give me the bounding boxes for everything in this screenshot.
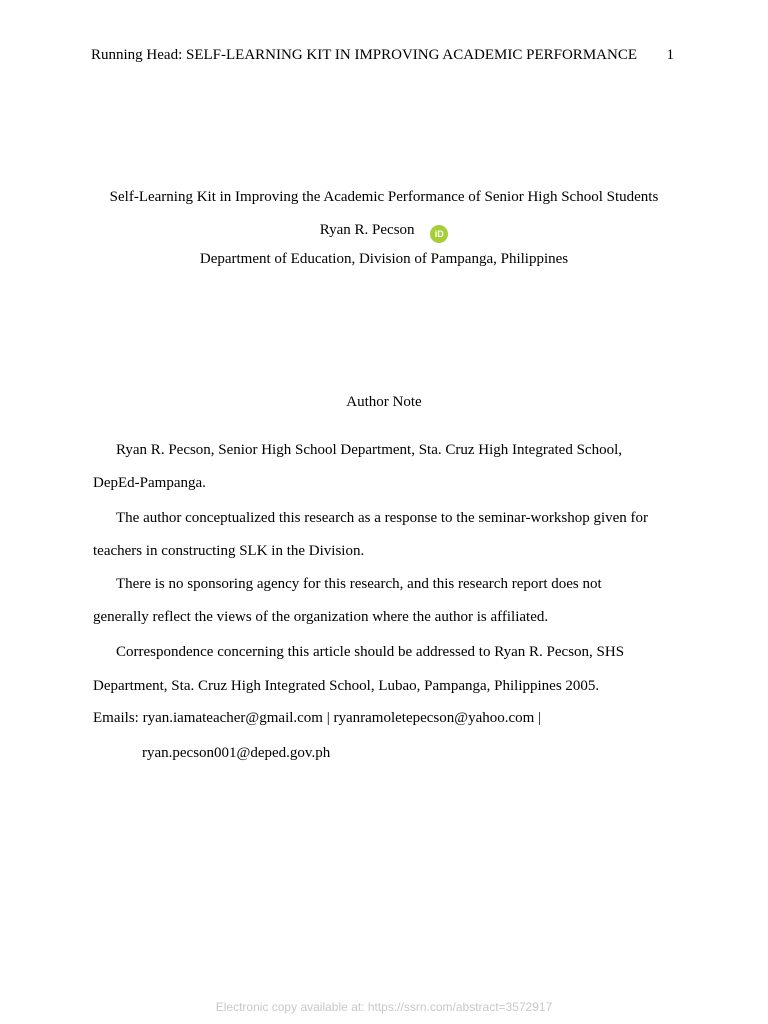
author-note-line: Department, Sta. Cruz High Integrated School, Lubao, Pampanga, Philippines 2005. [93, 678, 600, 694]
author-name: Ryan R. Pecson [319, 222, 415, 238]
author-note-line: teachers in constructing SLK in the Division. [93, 543, 365, 559]
running-head-text: Running Head: SELF-LEARNING KIT IN IMPROVING ACADEMIC PERFORMANCE [91, 47, 637, 63]
author-note-line: DepEd-Pampanga. [93, 475, 206, 491]
author-note-line: Ryan R. Pecson, Senior High School Department, Sta. Cruz High Integrated School, [116, 442, 622, 458]
author-note-heading: Author Note [346, 394, 422, 410]
paper-title: Self-Learning Kit in Improving the Academic Performance of Senior High School Students [109, 189, 659, 205]
running-head [91, 46, 681, 64]
author-note-line: There is no sponsoring agency for this research, and this research report does not [116, 576, 602, 592]
author-note-line: generally reflect the views of the organization where the author is affiliated. [93, 609, 549, 625]
ssrn-footer: Electronic copy available at: https://ssrn.com/abstract=3572917 [215, 1000, 553, 1014]
author-emails-line: ryan.pecson001@deped.gov.ph [142, 745, 331, 761]
author-line [0, 221, 768, 243]
author-note-line: Correspondence concerning this article should be addressed to Ryan R. Pecson, SHS [116, 644, 625, 660]
author-note-line: The author conceptualized this research as a response to the seminar-workshop given for [116, 510, 649, 526]
author-affiliation: Department of Education, Division of Pampanga, Philippines [199, 251, 569, 267]
author-emails-line: Emails: ryan.iamateacher@gmail.com | ryanramoletepecson@yahoo.com | [93, 710, 542, 726]
page-number: 1 [666, 47, 674, 63]
orcid-icon[interactable]: iD [430, 225, 448, 243]
